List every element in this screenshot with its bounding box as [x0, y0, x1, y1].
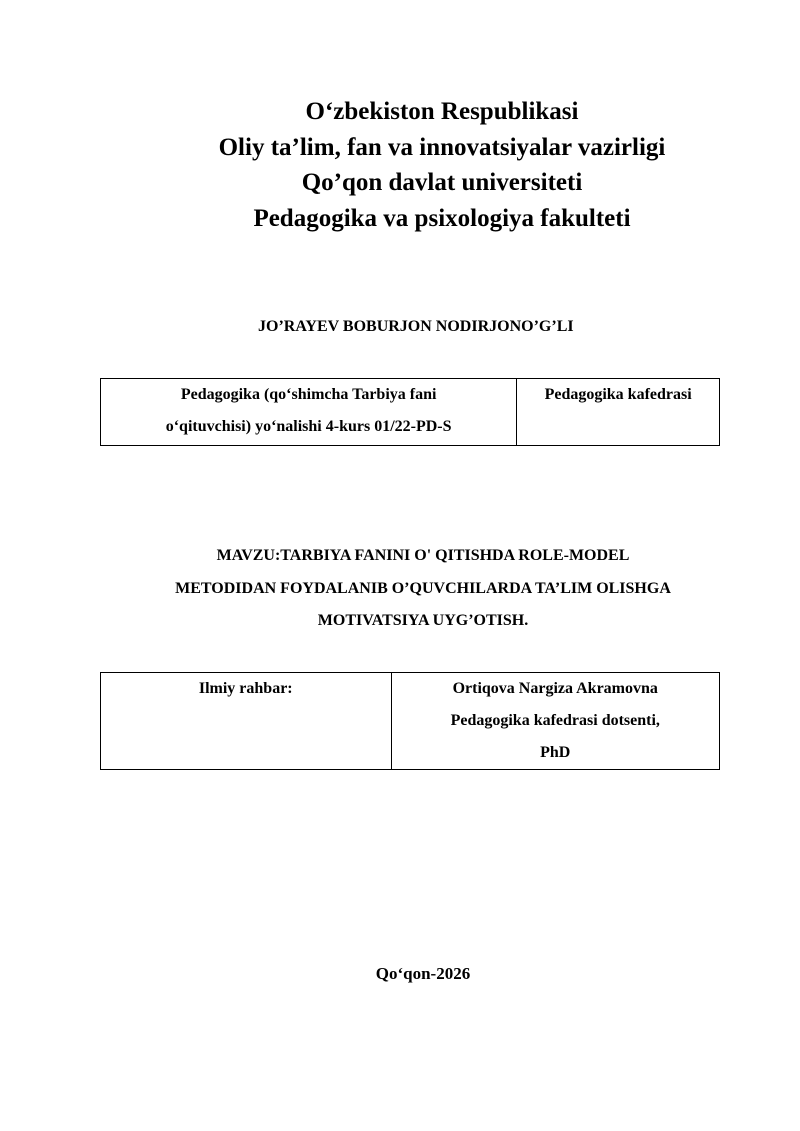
student-name: JO’RAYEV BOBURJON NODIRJONO’G’LI — [258, 318, 574, 335]
supervisor-label-cell — [101, 673, 392, 770]
topic-line-2: METODIDAN FOYDALANIB O’QUVCHILARDA TA’LIM OLISHGA — [175, 579, 671, 597]
supervisor-label: Ilmiy rahbar: — [198, 680, 293, 697]
supervisor-info-cell — [391, 673, 720, 770]
direction-line-1: Pedagogika (qo‘shimcha Tarbiya fani — [180, 386, 437, 403]
direction-cell — [101, 379, 517, 446]
country-line: O‘zbekiston Respublikasi — [305, 98, 579, 125]
institution-header — [0, 94, 800, 236]
topic-line-3: MOTIVATSIYA UYG’OTISH. — [317, 612, 529, 629]
supervisor-position-2: PhD — [540, 744, 571, 761]
direction-line-2: o‘qituvchisi) yo‘nalishi 4-kurs 01/22-PD-S — [165, 418, 452, 435]
supervisor-name: Ortiqova Nargiza Akramovna — [452, 680, 658, 697]
faculty-line: Pedagogika va psixologiya fakulteti — [253, 204, 631, 232]
supervisor-position-1: Pedagogika kafedrasi dotsenti, — [450, 712, 660, 729]
department-text: Pedagogika kafedrasi — [544, 386, 692, 403]
supervisor-table — [100, 672, 720, 770]
ministry-line: Oliy ta’lim, fan va innovatsiyalar vazirligi — [218, 133, 666, 161]
university-line: Qo’qon davlat universiteti — [301, 169, 583, 196]
table-row — [101, 379, 720, 446]
table-row — [101, 673, 720, 770]
department-cell — [517, 379, 720, 446]
place-year: Qo‘qon-2026 — [375, 964, 471, 983]
topic-line-1: MAVZU:TARBIYA FANINI O' QITISHDA ROLE-MODEL — [216, 547, 630, 564]
program-table — [100, 378, 720, 446]
thesis-topic — [100, 540, 746, 638]
